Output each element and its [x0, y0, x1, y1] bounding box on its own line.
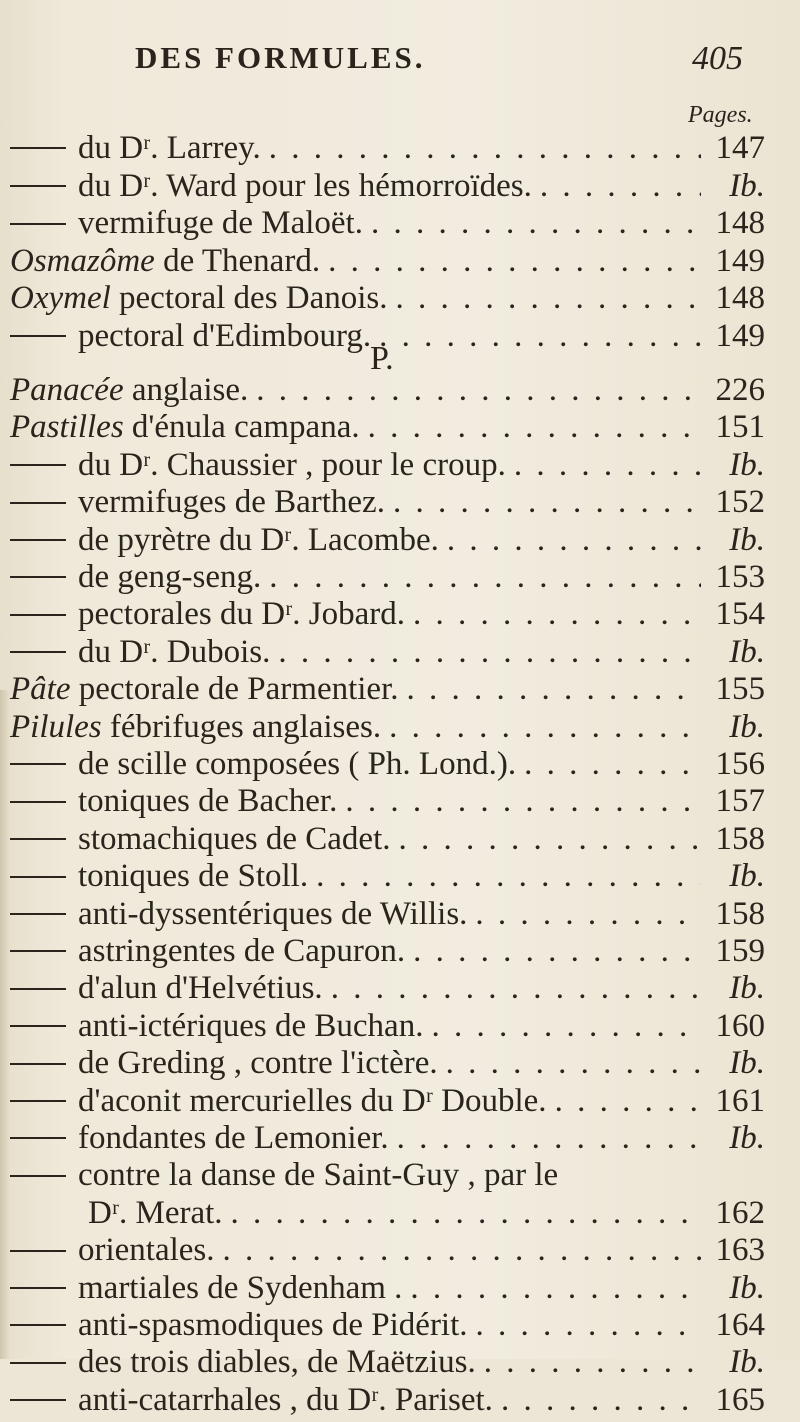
dot-leader: [407, 671, 701, 708]
entry-text: pectorales du Dʳ. Jobard.: [78, 596, 405, 633]
index-entry: [10, 970, 765, 1010]
dot-leader: [345, 783, 701, 820]
ditto-dash: [10, 205, 78, 242]
entry-text: des trois diables, de Maëtzius.: [78, 1344, 476, 1381]
index-entry: [10, 634, 765, 674]
ditto-dash: [10, 933, 78, 970]
dot-leader: [410, 1270, 701, 1307]
index-entry: [10, 1382, 765, 1422]
entry-headword: Pastilles: [10, 409, 124, 446]
dot-leader: [269, 559, 701, 596]
index-entry: [10, 1045, 765, 1085]
ditto-dash: [10, 746, 78, 783]
page-ref: 149: [715, 242, 765, 279]
ditto-dash: [10, 484, 78, 521]
dot-leader: [447, 522, 701, 559]
dot-leader: [540, 168, 701, 205]
index-entry: [10, 522, 765, 562]
ditto-dash: [10, 1120, 78, 1157]
page-ref: Ib.: [729, 1344, 765, 1381]
ditto-dash: [10, 1157, 78, 1194]
dot-leader: [396, 280, 701, 317]
entry-text: Pastilles d'énula campana.: [10, 409, 360, 446]
ditto-dash: [10, 783, 78, 820]
dot-leader: [501, 1382, 701, 1419]
ditto-dash: [10, 1083, 78, 1120]
page-ref: 148: [715, 205, 765, 242]
entry-text: orientales.: [78, 1232, 215, 1269]
page-ref: 161: [715, 1082, 765, 1119]
dot-leader: [269, 130, 701, 167]
page-ref: 147: [715, 130, 765, 166]
index-entry: [10, 709, 765, 749]
entry-headword: Panacée: [10, 372, 124, 408]
page-ref: Ib.: [729, 633, 765, 670]
ditto-dash: [10, 559, 78, 596]
entry-text: anti-dyssentériques de Willis.: [78, 895, 468, 932]
ditto-dash: [10, 970, 78, 1007]
entry-text: d'alun d'Helvétius.: [78, 970, 323, 1007]
entry-text: d'aconit mercurielles du Dʳ Double.: [78, 1082, 547, 1119]
index-entry: [10, 559, 765, 599]
entry-text: fondantes de Lemonier.: [78, 1120, 389, 1156]
index-entry: [10, 1157, 765, 1197]
pages-column-label: Pages.: [688, 102, 753, 128]
dot-leader: [223, 1232, 701, 1269]
index-entry: [10, 821, 765, 861]
index-entry: [10, 1120, 765, 1160]
index-entry: [10, 896, 765, 936]
page-ref: 152: [715, 484, 765, 521]
dot-leader: [379, 318, 701, 355]
index-entry: [88, 1195, 765, 1235]
entry-text: du Dʳ. Ward pour les hémorroïdes.: [78, 167, 532, 204]
entry-text: de Greding , contre l'ictère.: [78, 1045, 438, 1082]
entry-text: de scille composées ( Ph. Lond.).: [78, 746, 517, 782]
dot-leader: [278, 634, 701, 671]
entry-text: stomachiques de Cadet.: [78, 820, 391, 857]
index-entry: [10, 409, 765, 449]
dot-leader: [446, 1045, 701, 1082]
dot-leader: [331, 970, 701, 1007]
dot-leader: [371, 205, 701, 242]
index-entry: [10, 1344, 765, 1384]
index-entry: [10, 1083, 765, 1123]
entry-text: Dʳ. Merat.: [88, 1194, 223, 1231]
entry-text: pectoral d'Edimbourg.: [78, 318, 372, 354]
entry-text: Osmazôme de Thenard.: [10, 242, 321, 279]
dot-leader: [397, 1120, 701, 1157]
page-ref: 153: [715, 559, 765, 595]
page-ref: 157: [715, 783, 765, 820]
entry-headword: Oxymel: [10, 280, 111, 317]
entry-text: Pilules fébrifuges anglaises.: [10, 708, 382, 745]
dot-leader: [555, 1083, 701, 1120]
dot-leader: [413, 596, 701, 633]
page-ref: Ib.: [729, 708, 765, 745]
index-entry: [10, 783, 765, 823]
section-letter: P.: [370, 340, 394, 377]
dot-leader: [256, 372, 701, 409]
page-ref: 158: [715, 820, 765, 857]
entry-text: du Dʳ. Chaussier , pour le croup.: [78, 446, 506, 483]
index-entry: [10, 933, 765, 973]
ditto-dash: [10, 1270, 78, 1307]
page-header: [0, 36, 800, 96]
dot-leader: [368, 409, 701, 446]
dot-leader: [514, 447, 701, 484]
index-entry: [10, 168, 765, 208]
entry-text: vermifuge de Maloët.: [78, 205, 363, 242]
entry-text: martiales de Sydenham .: [78, 1269, 403, 1306]
index-entry: [10, 1307, 765, 1347]
dot-leader: [476, 1307, 701, 1344]
page-ref: Ib.: [729, 446, 765, 483]
entry-text: de pyrètre du Dʳ. Lacombe.: [78, 521, 439, 558]
dot-leader: [231, 1195, 701, 1232]
dot-leader: [431, 1008, 701, 1045]
index-entry: [10, 205, 765, 245]
index-entry: [10, 447, 765, 487]
index-entry: [10, 596, 765, 636]
ditto-dash: [10, 447, 78, 484]
entry-text: anti-catarrhales , du Dʳ. Pariset.: [78, 1381, 493, 1418]
page-ref: 163: [715, 1232, 765, 1269]
ditto-dash: [10, 596, 78, 633]
page-ref: 164: [715, 1307, 765, 1343]
page-ref: 156: [715, 746, 765, 782]
entry-text: contre la danse de Saint-Guy , par le: [78, 1157, 559, 1194]
ditto-dash: [10, 522, 78, 559]
dot-leader: [484, 1344, 701, 1381]
ditto-dash: [10, 858, 78, 895]
entry-text: anti-ictériques de Buchan.: [78, 1007, 424, 1044]
page-ref: 151: [715, 409, 765, 446]
entry-text: vermifuges de Barthez.: [78, 484, 385, 521]
entry-text: astringentes de Capuron.: [78, 933, 406, 969]
entry-headword: Pilules: [10, 708, 102, 745]
page-ref: Ib.: [729, 521, 765, 558]
page-ref: 160: [715, 1007, 765, 1044]
dot-leader: [316, 858, 701, 895]
dot-leader: [389, 709, 701, 746]
index-entry: [10, 243, 765, 283]
entry-text: anti-spasmodiques de Pidérit.: [78, 1307, 468, 1343]
index-entry: [10, 372, 765, 412]
ditto-dash: [10, 1008, 78, 1045]
page-ref: 148: [715, 280, 765, 317]
page-ref: 158: [715, 895, 765, 932]
page-ref: Ib.: [729, 167, 765, 204]
ditto-dash: [10, 168, 78, 205]
ditto-dash: [10, 318, 78, 355]
ditto-dash: [10, 634, 78, 671]
entry-text: de geng-seng.: [78, 559, 262, 595]
index-entry: [10, 1270, 765, 1310]
ditto-dash: [10, 130, 78, 167]
entry-headword: Osmazôme: [10, 242, 155, 279]
dot-leader: [393, 484, 701, 521]
entry-text: Oxymel pectoral des Danois.: [10, 280, 388, 317]
page-ref: 149: [715, 318, 765, 354]
page-number: 405: [692, 40, 743, 77]
index-entry: [10, 130, 765, 170]
page-ref: Ib.: [729, 1045, 765, 1082]
index-entry: [10, 1232, 765, 1272]
ditto-dash: [10, 1232, 78, 1269]
dot-leader: [475, 896, 701, 933]
index-entry: [10, 1008, 765, 1048]
entry-headword: Pâte: [10, 671, 71, 708]
dot-leader: [413, 933, 701, 970]
index-entry: [10, 671, 765, 711]
page-ref: 165: [715, 1381, 765, 1418]
running-title: DES FORMULES.: [135, 40, 426, 75]
index-entry: [10, 280, 765, 320]
page-ref: 226: [715, 372, 765, 408]
page-ref: Ib.: [729, 1269, 765, 1306]
index-entry: [10, 746, 765, 786]
ditto-dash: [10, 821, 78, 858]
page-ref: 159: [715, 933, 765, 969]
entry-text: du Dʳ. Larrey.: [78, 130, 261, 166]
entry-text: du Dʳ. Dubois.: [78, 633, 271, 670]
index-entry: [10, 858, 765, 898]
entry-text: Panacée anglaise.: [10, 372, 249, 408]
ditto-dash: [10, 896, 78, 933]
page-ref: 154: [715, 596, 765, 633]
entry-text: Pâte pectorale de Parmentier.: [10, 671, 399, 708]
page-ref: Ib.: [729, 970, 765, 1007]
ditto-dash: [10, 1344, 78, 1381]
ditto-dash: [10, 1307, 78, 1344]
dot-leader: [399, 821, 701, 858]
page-ref: Ib.: [729, 858, 765, 895]
ditto-dash: [10, 1382, 78, 1419]
page-ref: Ib.: [729, 1120, 765, 1156]
dot-leader: [328, 243, 701, 280]
page-ref: 162: [715, 1194, 765, 1231]
page-ref: 155: [715, 671, 765, 708]
entry-text: toniques de Stoll.: [78, 858, 309, 895]
ditto-dash: [10, 1045, 78, 1082]
entry-text: toniques de Bacher.: [78, 783, 338, 820]
dot-leader: [524, 746, 701, 783]
index-entry: [10, 484, 765, 524]
